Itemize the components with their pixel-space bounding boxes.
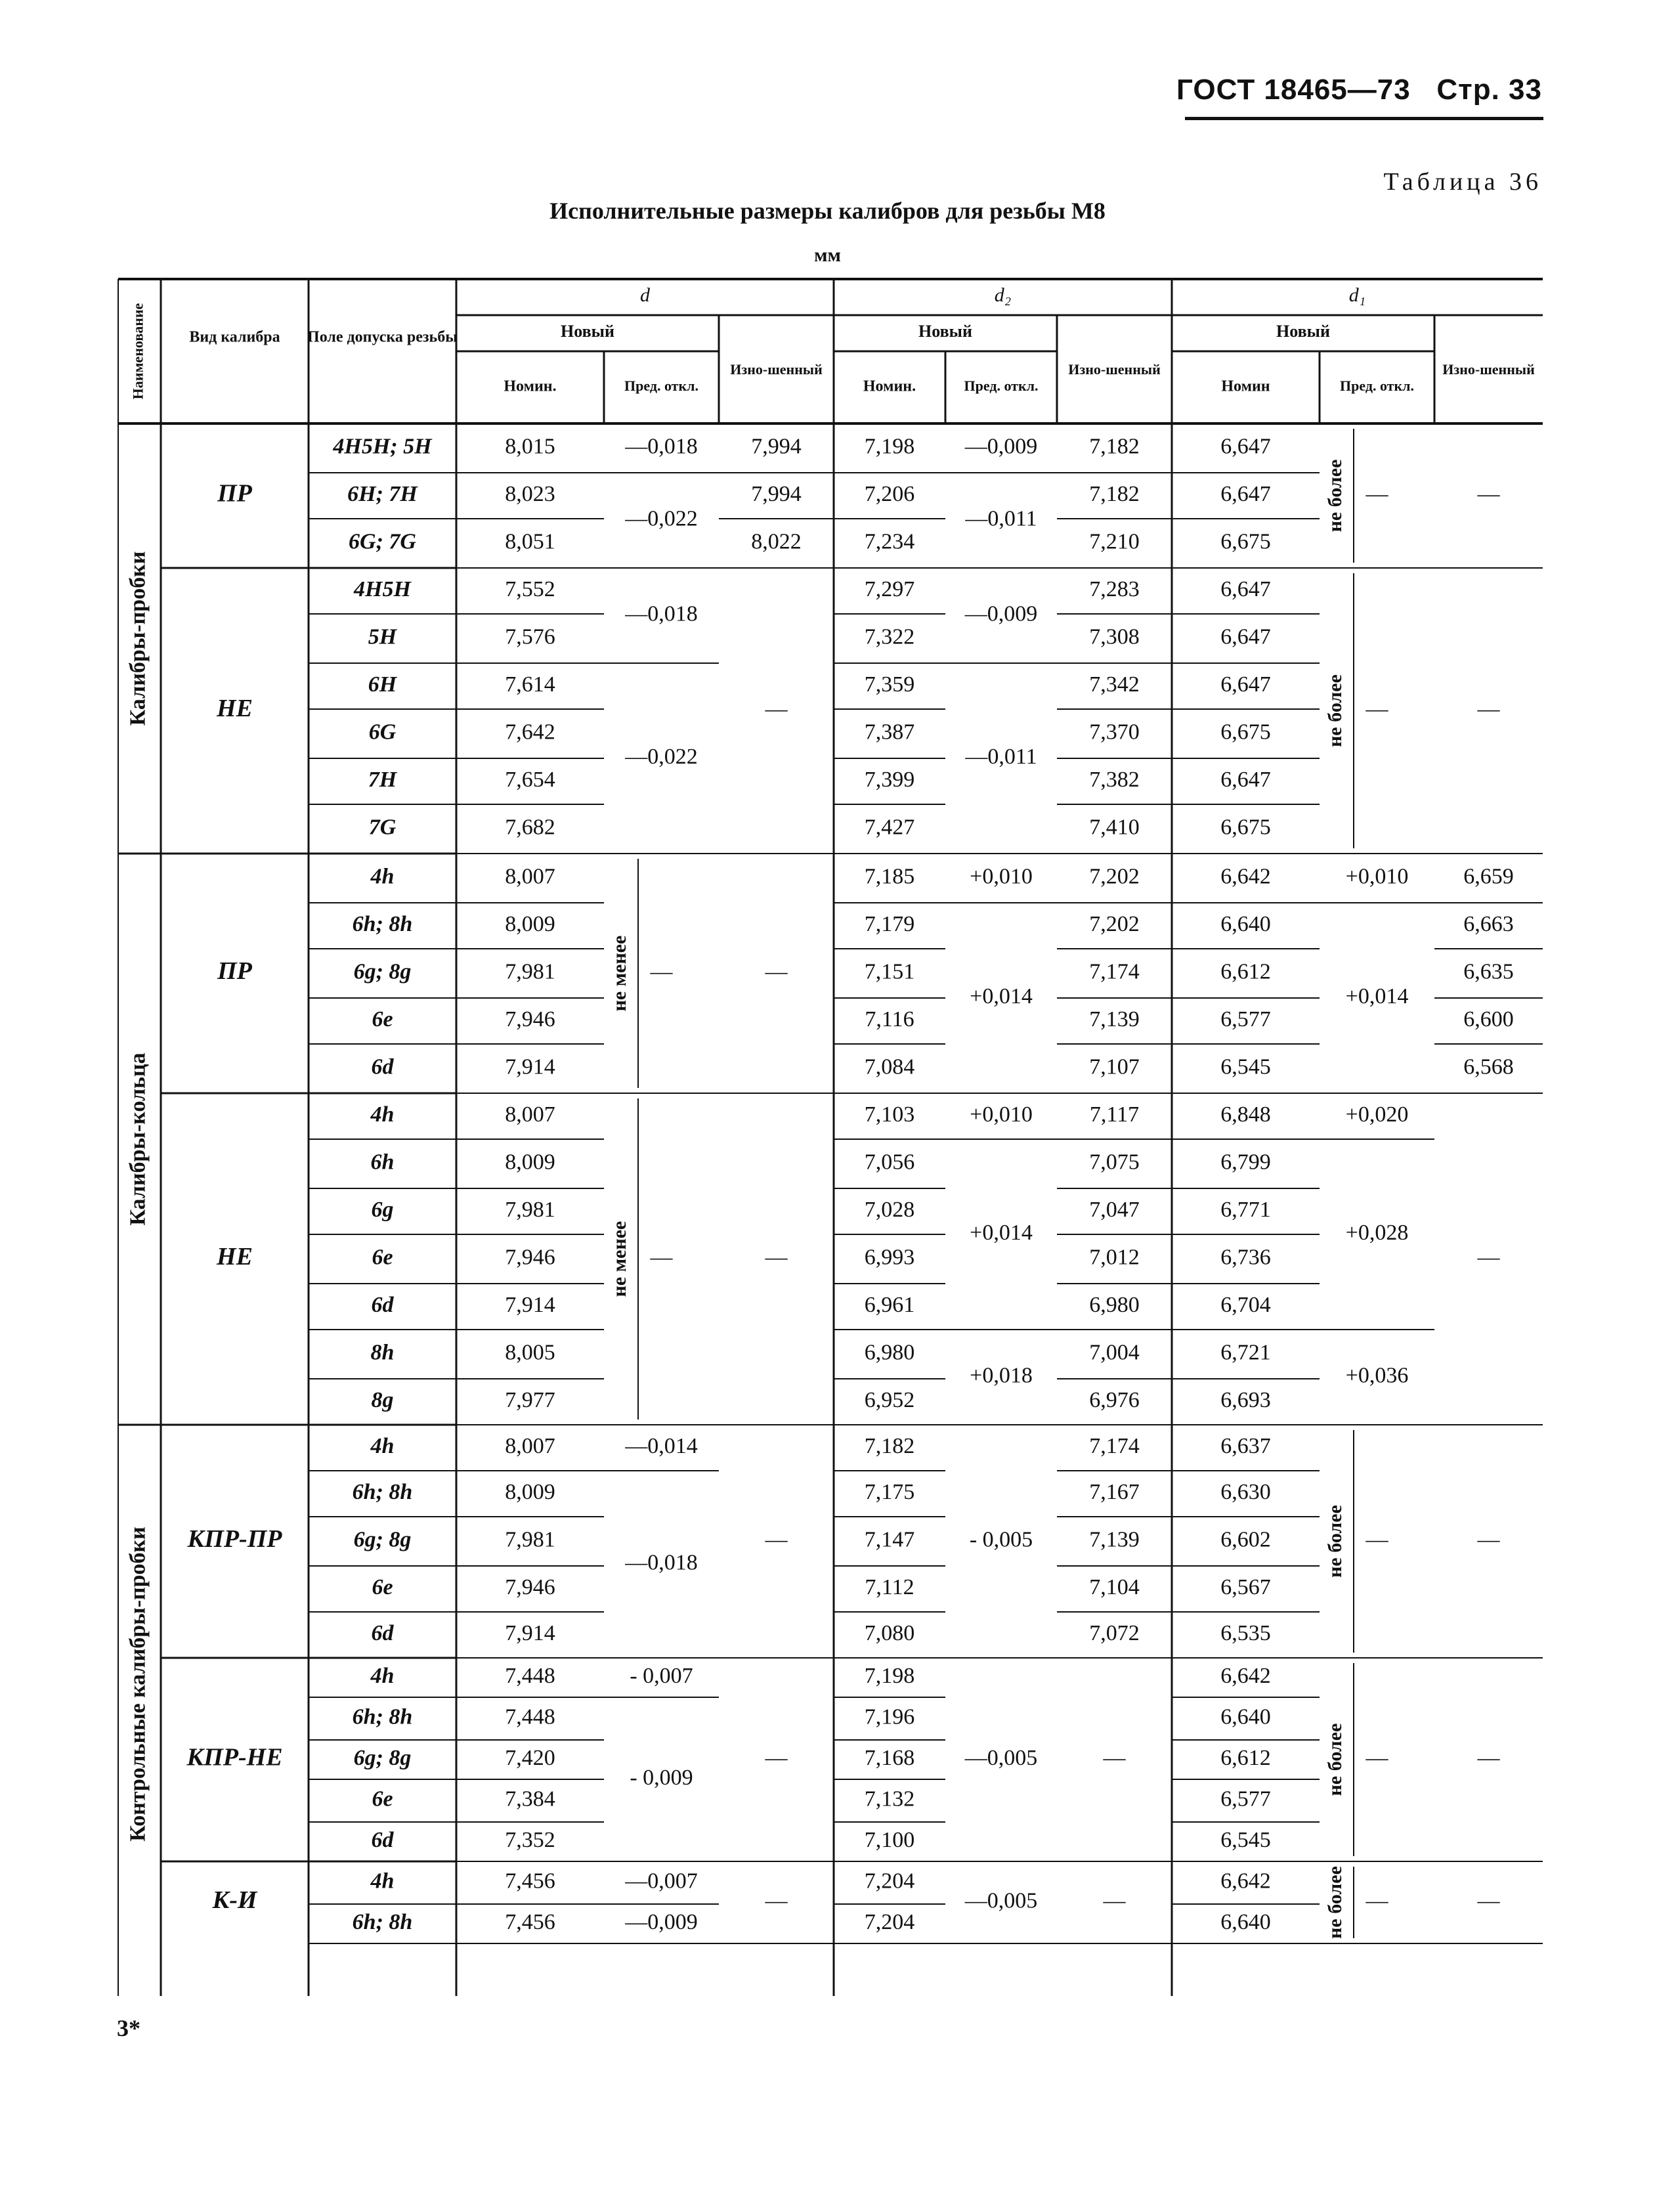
tolerance-cell: 6d: [371, 1827, 394, 1852]
cell-d2-worn: 7,308: [1089, 624, 1140, 649]
tolerance-cell: 6e: [372, 1245, 393, 1270]
cell-d-nom: 7,384: [505, 1787, 555, 1811]
cell-d-nom: 7,914: [505, 1620, 555, 1645]
cell-d2-nom: 6,993: [864, 1245, 915, 1270]
cell-d2-nom: 7,179: [864, 911, 915, 936]
note-not-more: не более: [1323, 1866, 1346, 1939]
tolerance-cell: 6e: [372, 1007, 393, 1031]
cell-d2-worn: 7,139: [1089, 1527, 1140, 1552]
cell-d1-nom: 6,675: [1220, 815, 1271, 840]
cell-d2-nom: 7,028: [864, 1197, 915, 1222]
merged-cell-d2-dev: —0,009: [964, 434, 1038, 459]
tolerance-cell: 6g: [371, 1197, 394, 1222]
cell-d1-nom: 6,693: [1220, 1387, 1271, 1412]
tolerance-cell: 6h; 8h: [352, 1704, 413, 1729]
cell-d-nom: 7,981: [505, 1197, 555, 1222]
cell-d-nom: 7,977: [505, 1387, 555, 1412]
cell-d2-nom: 7,206: [864, 481, 915, 506]
tolerance-cell: 8g: [371, 1387, 394, 1412]
type-label: НЕ: [217, 1243, 253, 1271]
page-label: Стр. 33: [1436, 74, 1542, 106]
cell-d2-nom: 7,151: [864, 959, 915, 984]
cell-d2-nom: 7,198: [864, 1663, 915, 1688]
merged-cell-d2-dev: +0,014: [970, 984, 1033, 1008]
cell-d2-nom: 7,175: [864, 1479, 915, 1504]
tolerance-cell: 6e: [372, 1574, 393, 1599]
merged-cell-d-worn: —: [765, 1745, 788, 1770]
cell-d2-worn: 7,342: [1089, 672, 1140, 697]
cell-d1-nom: 6,577: [1220, 1787, 1271, 1811]
header-deviation-0: Пред. откл.: [624, 378, 699, 395]
merged-cell-d1-dev: +0,010: [1345, 864, 1409, 889]
merged-cell-d-dev: —0,014: [625, 1433, 698, 1458]
tolerance-cell: 6h; 8h: [352, 911, 413, 936]
cell-d2-nom: 7,147: [864, 1527, 915, 1552]
type-label: ПР: [217, 479, 252, 508]
cell-d-nom: 8,051: [505, 529, 555, 554]
cell-d2-worn: 7,107: [1089, 1054, 1140, 1079]
tolerance-cell: 6G; 7G: [349, 529, 416, 554]
document-code: ГОСТ 18465—73: [1176, 74, 1411, 106]
cell-d2-nom: 7,084: [864, 1054, 915, 1079]
merged-cell-d-dev: —0,007: [625, 1869, 698, 1894]
merged-cell-d-worn: —: [765, 1245, 788, 1270]
merged-cell-d-dev: —0,018: [625, 434, 698, 459]
tolerance-cell: 4h: [370, 1102, 395, 1127]
tolerance-cell: 6H: [368, 672, 397, 697]
merged-cell-d-worn: —: [765, 1527, 788, 1552]
header-new-0: Новый: [561, 321, 614, 341]
cell-d1-nom: 6,721: [1220, 1340, 1271, 1365]
note-not-more: не более: [1323, 674, 1346, 747]
header-d2: d₂: [994, 284, 1012, 306]
cell-d2-worn: 7,072: [1089, 1620, 1140, 1645]
tolerance-cell: 4h: [370, 1869, 395, 1894]
type-label: НЕ: [217, 695, 253, 723]
cell-d1-nom: 6,612: [1220, 959, 1271, 984]
merged-cell-d2-dev: —0,005: [964, 1745, 1038, 1770]
cell-d2-worn: 7,139: [1089, 1007, 1140, 1031]
merged-cell-d-dev: —0,018: [625, 1550, 698, 1575]
cell-d2-worn: 7,410: [1089, 815, 1140, 840]
merged-cell-d1-dev: +0,028: [1345, 1220, 1409, 1245]
cell-d-nom: 7,682: [505, 815, 555, 840]
cell-d-nom: 8,005: [505, 1340, 555, 1365]
cell-d1-nom: 6,637: [1220, 1433, 1271, 1458]
cell-d1-nom: 6,640: [1220, 911, 1271, 936]
cell-d2-worn: 7,004: [1089, 1340, 1140, 1365]
cell-d-nom: 7,981: [505, 959, 555, 984]
header-tolerance: Поле допуска резьбы: [307, 328, 458, 346]
cell-d2-nom: 7,234: [864, 529, 915, 554]
cell-d2-worn: 7,283: [1089, 576, 1140, 601]
merged-cell-d1-worn: —: [1477, 1527, 1500, 1552]
tolerance-cell: 6g; 8g: [353, 1527, 412, 1552]
merged-cell-d2-dev: —0,005: [964, 1888, 1038, 1913]
cell-d2-nom: 7,103: [864, 1102, 915, 1127]
header-d: d: [640, 284, 650, 306]
cell-d-nom: 7,420: [505, 1745, 555, 1770]
note-not-less: не менее: [608, 935, 630, 1012]
merged-cell-d2-dev: +0,010: [970, 1102, 1033, 1127]
header-nominal-1: Номин.: [863, 378, 916, 395]
cell-d2-worn: 7,174: [1089, 1433, 1140, 1458]
merged-cell-d2-worn: —: [1103, 1888, 1126, 1913]
cell-d-nom: 8,007: [505, 1433, 555, 1458]
cell-d1-nom: 6,535: [1220, 1620, 1271, 1645]
tolerance-cell: 8h: [370, 1340, 395, 1365]
header-deviation-2: Пред. откл.: [1340, 378, 1414, 395]
tolerance-cell: 6d: [371, 1292, 394, 1317]
merged-cell-d1-dev: —: [1365, 1745, 1388, 1770]
cell-d1-nom: 6,640: [1220, 1909, 1271, 1934]
header-worn-0: Изно-шенный: [730, 361, 823, 378]
table-title: Исполнительные размеры калибров для резьбы М8: [549, 198, 1106, 224]
tolerance-cell: 6g; 8g: [353, 959, 412, 984]
cell-d-nom: 7,552: [505, 576, 555, 601]
tolerance-cell: 6h: [370, 1150, 395, 1175]
cell-d2-worn: 7,182: [1089, 481, 1140, 506]
cell-d2-nom: 7,359: [864, 672, 915, 697]
cell-d2-worn: 7,047: [1089, 1197, 1140, 1222]
type-label: К-И: [212, 1886, 257, 1915]
cell-d2-nom: 7,168: [864, 1745, 915, 1770]
cell-d1-nom: 6,642: [1220, 864, 1271, 889]
cell-d1-nom: 6,647: [1220, 481, 1271, 506]
cell-d2-worn: 7,182: [1089, 434, 1140, 459]
merged-cell-d2-dev: - 0,005: [969, 1527, 1033, 1552]
note-not-more: не более: [1323, 1723, 1346, 1796]
cell-d2-nom: 7,116: [865, 1007, 914, 1031]
merged-cell-d2-dev: —0,011: [965, 506, 1037, 531]
cell-d2-nom: 7,080: [864, 1620, 915, 1645]
tolerance-cell: 5H: [368, 624, 397, 649]
cell-d1-nom: 6,848: [1220, 1102, 1271, 1127]
cell-d1-nom: 6,642: [1220, 1869, 1271, 1894]
header-d1: d₁: [1348, 284, 1366, 306]
merged-cell-d-dev: —0,009: [625, 1909, 698, 1934]
merged-cell-d2-dev: —0,009: [964, 601, 1038, 626]
cell-d-nom: 7,946: [505, 1574, 555, 1599]
merged-cell-d-dev: —: [650, 959, 673, 984]
merged-cell-d1-dev: +0,036: [1345, 1363, 1409, 1388]
cell-d1-worn: 6,663: [1463, 911, 1514, 936]
cell-d-nom: 8,009: [505, 1150, 555, 1175]
cell-d2-nom: 7,196: [864, 1704, 915, 1729]
table-number: Таблица 36: [1383, 168, 1542, 196]
tolerance-cell: 7G: [368, 815, 397, 840]
cell-d2-nom: 7,399: [864, 767, 915, 792]
cell-d2-worn: 7,174: [1089, 959, 1140, 984]
merged-cell-d-dev: - 0,007: [630, 1663, 693, 1688]
cell-d1-nom: 6,630: [1220, 1479, 1271, 1504]
cell-d1-nom: 6,545: [1220, 1827, 1271, 1852]
merged-cell-d2-dev: +0,010: [970, 864, 1033, 889]
cell-d-nom: 7,456: [505, 1869, 555, 1894]
cell-d1-nom: 6,577: [1220, 1007, 1271, 1031]
tolerance-cell: 4H5H; 5H: [333, 434, 432, 459]
cell-d1-nom: 6,799: [1220, 1150, 1271, 1175]
merged-cell-d-dev: —0,022: [625, 744, 698, 769]
cell-d1-nom: 6,675: [1220, 720, 1271, 745]
cell-d1-worn: 6,600: [1463, 1007, 1514, 1031]
header-worn-2: Изно-шенный: [1442, 361, 1535, 378]
cell-d1-nom: 6,640: [1220, 1704, 1271, 1729]
cell-d2-worn: 6,976: [1089, 1387, 1140, 1412]
cell-d2-nom: 7,427: [864, 815, 915, 840]
tolerance-cell: 6G: [368, 720, 397, 745]
cell-d2-worn: 7,202: [1089, 864, 1140, 889]
cell-d2-nom: 7,112: [865, 1574, 914, 1599]
type-label: КПР-НЕ: [186, 1743, 283, 1771]
merged-cell-d-worn: 7,994: [751, 434, 802, 459]
cell-d2-nom: 7,198: [864, 434, 915, 459]
cell-d2-worn: 6,980: [1089, 1292, 1140, 1317]
merged-cell-d1-worn: —: [1477, 1745, 1500, 1770]
cell-d-nom: 8,009: [505, 1479, 555, 1504]
cell-d1-nom: 6,675: [1220, 529, 1271, 554]
cell-d-nom: 7,576: [505, 624, 555, 649]
note-not-less: не менее: [608, 1221, 630, 1297]
group-label: Контрольные калибры-пробки: [125, 1527, 150, 1842]
merged-cell-d-dev: —0,022: [625, 506, 698, 531]
cell-d1-nom: 6,602: [1220, 1527, 1271, 1552]
cell-d-nom: 7,614: [505, 672, 555, 697]
cell-d2-nom: 7,132: [864, 1787, 915, 1811]
cell-d-nom: 8,015: [505, 434, 555, 459]
cell-d1-nom: 6,612: [1220, 1745, 1271, 1770]
cell-d-nom: 7,914: [505, 1292, 555, 1317]
cell-d2-nom: 6,961: [864, 1292, 915, 1317]
merged-cell-d2-dev: —0,011: [965, 744, 1037, 769]
cell-d2-nom: 7,185: [864, 864, 915, 889]
header-new-2: Новый: [1276, 321, 1330, 341]
merged-cell-d1-dev: —: [1365, 697, 1388, 722]
merged-cell-d1-dev: +0,014: [1345, 984, 1409, 1008]
tolerance-cell: 6H; 7H: [347, 481, 418, 506]
cell-d-nom: 7,456: [505, 1909, 555, 1934]
cell-d1-worn: 6,635: [1463, 959, 1514, 984]
merged-cell-d-worn: —: [765, 697, 788, 722]
merged-cell-d2-dev: +0,014: [970, 1220, 1033, 1245]
cell-d2-nom: 7,100: [864, 1827, 915, 1852]
merged-cell-d1-worn: —: [1477, 697, 1500, 722]
merged-cell-d2-worn: —: [1103, 1745, 1126, 1770]
cell-d2-worn: 7,012: [1089, 1245, 1140, 1270]
cell-d2-worn: 7,167: [1089, 1479, 1140, 1504]
cell-d2-nom: 7,204: [864, 1909, 915, 1934]
header-new-1: Новый: [918, 321, 972, 341]
cell-d-nom: 8,009: [505, 911, 555, 936]
cell-d-nom: 7,654: [505, 767, 555, 792]
cell-d1-nom: 6,642: [1220, 1663, 1271, 1688]
header-nominal-2: Номин: [1221, 378, 1270, 395]
merged-cell-d1-worn: —: [1477, 1245, 1500, 1270]
cell-d-nom: 7,352: [505, 1827, 555, 1852]
cell-d1-nom: 6,647: [1220, 672, 1271, 697]
cell-d1-nom: 6,704: [1220, 1292, 1271, 1317]
tolerance-cell: 4h: [370, 864, 395, 889]
note-not-more: не более: [1323, 1505, 1346, 1578]
cell-d2-nom: 7,297: [864, 576, 915, 601]
merged-cell-d-worn: —: [765, 1888, 788, 1913]
page-number: 3*: [117, 2015, 140, 2041]
cell-d1-nom: 6,647: [1220, 576, 1271, 601]
cell-d1-nom: 6,771: [1220, 1197, 1271, 1222]
cell-d1-nom: 6,647: [1220, 767, 1271, 792]
header-type: Вид калибра: [189, 328, 280, 346]
tolerance-cell: 7H: [368, 767, 397, 792]
cell-d1-worn: 6,568: [1463, 1054, 1514, 1079]
cell-d1-nom: 6,647: [1220, 434, 1271, 459]
cell-d-nom: 7,448: [505, 1663, 555, 1688]
merged-cell-d-dev: —0,018: [625, 601, 698, 626]
cell-d1-nom: 6,545: [1220, 1054, 1271, 1079]
cell-d-nom: 7,981: [505, 1527, 555, 1552]
cell-d2-nom: 7,056: [864, 1150, 915, 1175]
cell-d2-nom: 7,182: [864, 1433, 915, 1458]
merged-cell-d-dev: - 0,009: [630, 1765, 693, 1790]
merged-cell-d1-worn: —: [1477, 1888, 1500, 1913]
cell-d2-nom: 6,952: [864, 1387, 915, 1412]
cell-d-nom: 8,007: [505, 1102, 555, 1127]
cell-d2-worn: 7,370: [1089, 720, 1140, 745]
cell-d-nom: 7,914: [505, 1054, 555, 1079]
tolerance-cell: 6d: [371, 1620, 394, 1645]
merged-cell-d1-dev: —: [1365, 1888, 1388, 1913]
cell-d2-nom: 7,322: [864, 624, 915, 649]
cell-d2-nom: 6,980: [864, 1340, 915, 1365]
merged-cell-d1-dev: —: [1365, 481, 1388, 506]
cell-d2-worn: 7,202: [1089, 911, 1140, 936]
merged-cell-d1-dev: —: [1365, 1527, 1388, 1552]
cell-d1-nom: 6,647: [1220, 624, 1271, 649]
merged-cell-d1-worn: —: [1477, 481, 1500, 506]
cell-d-nom: 7,642: [505, 720, 555, 745]
cell-d2-worn: 7,210: [1089, 529, 1140, 554]
tolerance-cell: 6h; 8h: [352, 1909, 413, 1934]
header-worn-1: Изно-шенный: [1068, 361, 1161, 378]
merged-cell-d-worn: 7,994: [751, 481, 802, 506]
header-deviation-1: Пред. откл.: [964, 378, 1039, 395]
tolerance-cell: 4h: [370, 1663, 395, 1688]
units-label: мм: [814, 244, 841, 266]
type-label: КПР-ПР: [187, 1525, 282, 1553]
merged-cell-d1-dev: +0,020: [1345, 1102, 1409, 1127]
cell-d1-worn: 6,659: [1463, 864, 1514, 889]
cell-d2-nom: 7,387: [864, 720, 915, 745]
cell-d2-worn: 7,382: [1089, 767, 1140, 792]
tolerance-cell: 6g; 8g: [353, 1745, 412, 1770]
merged-cell-d-worn: —: [765, 959, 788, 984]
cell-d2-worn: 7,075: [1089, 1150, 1140, 1175]
tolerance-cell: 6h; 8h: [352, 1479, 413, 1504]
cell-d2-worn: 7,104: [1089, 1574, 1140, 1599]
cell-d-nom: 8,023: [505, 481, 555, 506]
type-label: ПР: [217, 957, 252, 986]
tolerance-cell: 6e: [372, 1787, 393, 1811]
header-nominal-0: Номин.: [504, 378, 557, 395]
tolerance-cell: 4H5H: [354, 576, 411, 601]
cell-d2-worn: 7,117: [1089, 1102, 1140, 1127]
tolerance-cell: 6d: [371, 1054, 394, 1079]
cell-d-nom: 7,946: [505, 1245, 555, 1270]
cell-d2-nom: 7,204: [864, 1869, 915, 1894]
cell-d-nom: 7,448: [505, 1704, 555, 1729]
note-not-more: не более: [1323, 459, 1346, 532]
cell-d1-nom: 6,736: [1220, 1245, 1271, 1270]
merged-cell-d2-dev: +0,018: [970, 1363, 1033, 1388]
header-name: Наименование: [129, 303, 146, 400]
cell-d-nom: 8,007: [505, 864, 555, 889]
group-label: Калибры-кольца: [125, 1052, 150, 1226]
merged-cell-d-worn: 8,022: [751, 529, 802, 554]
tolerance-cell: 4h: [370, 1433, 395, 1458]
cell-d1-nom: 6,567: [1220, 1574, 1271, 1599]
cell-d-nom: 7,946: [505, 1007, 555, 1031]
group-label: Калибры-пробки: [125, 551, 150, 726]
merged-cell-d-dev: —: [650, 1245, 673, 1270]
